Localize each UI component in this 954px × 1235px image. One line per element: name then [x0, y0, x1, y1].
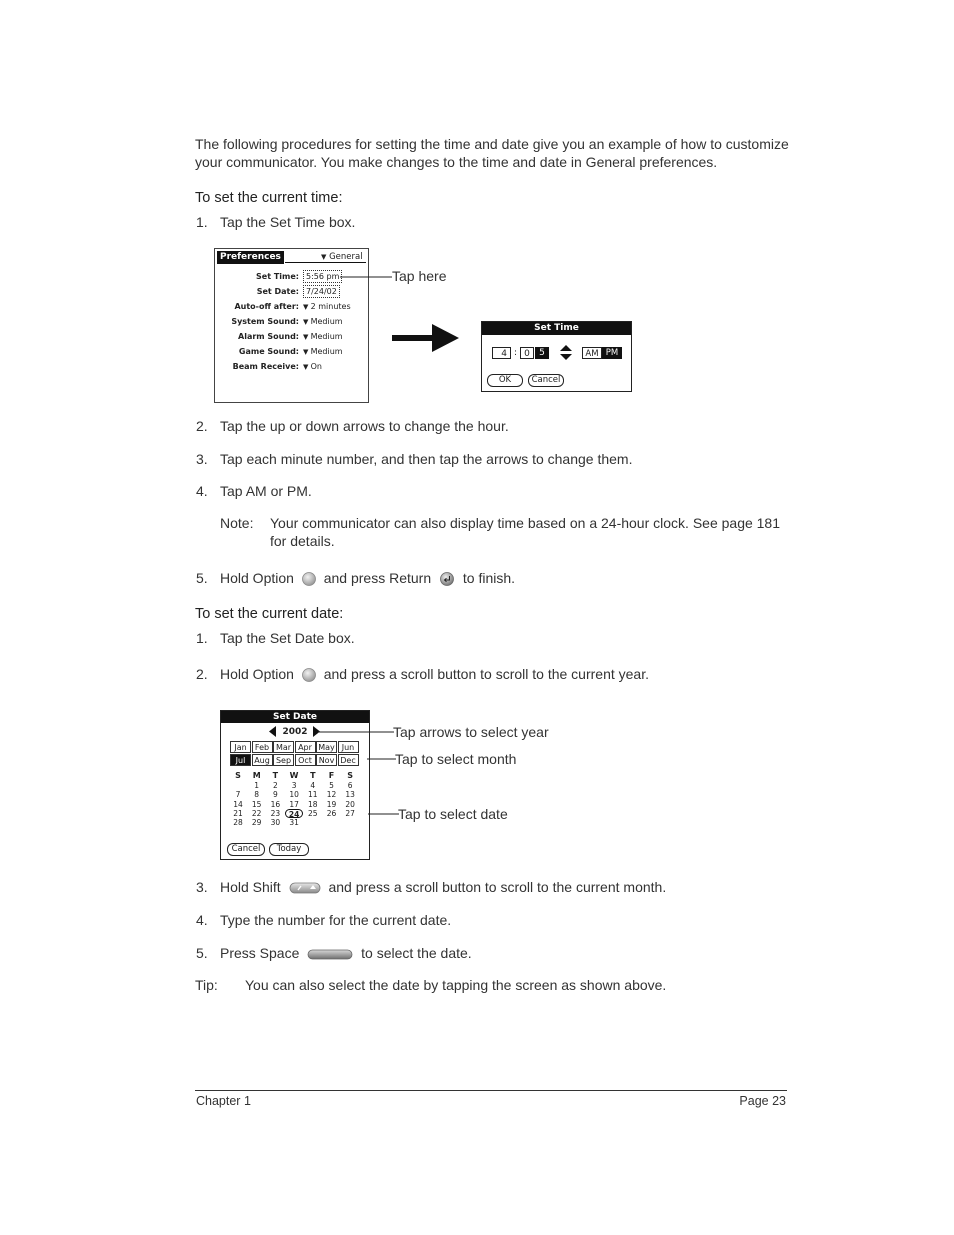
day-cell[interactable]: 14 — [233, 799, 243, 809]
month-cell-dec[interactable]: Dec — [338, 754, 359, 766]
day-cell[interactable]: 7 — [235, 790, 241, 800]
year-prev-arrow-icon[interactable] — [269, 726, 277, 738]
time-step5-text-a: Hold Option — [220, 570, 294, 586]
month-cell-oct[interactable]: Oct — [295, 754, 316, 766]
day-cell[interactable]: 2 — [273, 781, 278, 790]
time-colon: : — [514, 348, 518, 358]
pref-label: Game Sound: — [238, 347, 299, 356]
month-cell-jun[interactable]: Jun — [338, 741, 359, 753]
date-step2-number: 2. — [196, 666, 208, 682]
day-cell[interactable]: 25 — [308, 808, 318, 818]
day-cell[interactable]: 8 — [254, 790, 260, 800]
day-cell[interactable]: 20 — [345, 799, 355, 809]
day-cell[interactable]: 19 — [326, 799, 337, 809]
note-label: Note: — [220, 515, 254, 531]
today-button[interactable]: Today — [269, 843, 309, 856]
return-key-icon — [439, 571, 455, 587]
time-step5-line — [220, 569, 515, 587]
month-cell-apr[interactable]: Apr — [295, 741, 316, 753]
tap-here-callout: Tap here — [392, 268, 447, 284]
intro-paragraph: The following procedures for setting the time and date give you an example of how to customize your communicator. You make changes to the time and date in General preferences. — [195, 136, 789, 170]
day-cell[interactable]: 10 — [289, 790, 299, 800]
cancel-button[interactable]: Cancel — [528, 374, 564, 387]
footer-page: Page 23 — [739, 1094, 786, 1108]
callout-select-date: Tap to select date — [398, 806, 508, 822]
dropdown-arrow-icon: ▼ — [303, 363, 311, 371]
day-cell[interactable]: 11 — [308, 790, 318, 800]
day-cell[interactable]: 12 — [326, 790, 337, 800]
pm-button[interactable]: PM — [602, 347, 622, 359]
weekday-header: W — [289, 771, 299, 780]
date-step3-text-b: and press a scroll button to scroll to the current month. — [328, 879, 667, 895]
time-step2-text: Tap the up or down arrows to change the hour. — [220, 418, 509, 434]
pref-picker[interactable] — [303, 346, 343, 358]
preferences-title: Preferences — [217, 251, 284, 264]
callout-select-year: Tap arrows to select year — [393, 724, 549, 740]
date-step2-text-a: Hold Option — [220, 666, 294, 682]
time-section-heading: To set the current time: — [195, 190, 343, 206]
day-cell[interactable]: 17 — [289, 799, 299, 809]
option-key-icon — [301, 571, 317, 587]
day-cell[interactable]: 22 — [251, 808, 262, 818]
dropdown-arrow-icon: ▼ — [303, 348, 311, 356]
day-cell[interactable]: 18 — [308, 799, 318, 809]
pref-label: Set Date: — [256, 287, 299, 296]
time-step2-number: 2. — [196, 418, 208, 434]
category-label: General — [329, 252, 363, 262]
space-key-icon — [307, 947, 353, 961]
footer-rule — [195, 1090, 787, 1091]
footer-chapter: Chapter 1 — [196, 1094, 251, 1108]
selected-day-cell[interactable]: 24 — [285, 809, 303, 818]
category-picker[interactable] — [321, 252, 363, 263]
up-down-arrows-icon[interactable] — [559, 344, 573, 362]
ok-button[interactable]: OK — [487, 374, 523, 387]
date-step3-line — [220, 878, 666, 896]
pref-value: Medium — [310, 332, 343, 341]
tap-here-leader-line — [340, 265, 395, 285]
day-cell[interactable]: 13 — [345, 790, 355, 800]
date-step3-number: 3. — [196, 879, 208, 895]
right-arrow-icon — [392, 322, 462, 354]
day-cell[interactable]: 26 — [326, 808, 337, 818]
day-cell[interactable]: 28 — [233, 818, 243, 828]
date-step1-number: 1. — [196, 630, 208, 646]
pref-label: System Sound: — [231, 317, 299, 326]
pref-label: Auto-off after: — [234, 302, 299, 311]
day-cell[interactable]: 31 — [289, 818, 299, 828]
month-cell-sep[interactable]: Sep — [273, 754, 294, 766]
set-time-box[interactable]: 5:56 pm — [303, 270, 342, 283]
month-cell-aug[interactable]: Aug — [252, 754, 273, 766]
set-time-title: Set Time — [482, 322, 631, 335]
pref-value: Medium — [310, 317, 343, 326]
date-step1-text: Tap the Set Date box. — [220, 630, 355, 646]
time-step5-number: 5. — [196, 570, 208, 586]
pref-value: On — [310, 362, 322, 371]
dropdown-arrow-icon: ▼ — [321, 253, 327, 261]
set-date-box[interactable]: 7/24/02 — [303, 285, 340, 298]
day-cell[interactable]: 9 — [273, 790, 278, 800]
day-cell[interactable]: 16 — [270, 799, 281, 809]
day-cell[interactable]: 23 — [270, 808, 281, 818]
month-cell-nov[interactable]: Nov — [316, 754, 337, 766]
month-cell-jan[interactable]: Jan — [230, 741, 251, 753]
weekday-header: S — [235, 771, 241, 780]
day-cell[interactable]: 21 — [233, 808, 243, 818]
date-step4-text: Type the number for the current date. — [220, 912, 452, 928]
date-callout-lines — [312, 725, 402, 825]
date-section-heading: To set the current date: — [195, 606, 344, 622]
time-step5-text-b: and press Return — [323, 570, 432, 586]
date-step5-text-a: Press Space — [220, 945, 300, 961]
date-step5-line — [220, 944, 472, 962]
month-cell-mar[interactable]: Mar — [273, 741, 294, 753]
dropdown-arrow-icon: ▼ — [303, 333, 311, 341]
month-cell-feb[interactable]: Feb — [252, 741, 273, 753]
day-cell[interactable]: 29 — [251, 818, 262, 828]
time-step1-number: 1. — [196, 214, 208, 230]
time-step1-text: Tap the Set Time box. — [220, 214, 356, 230]
pref-picker[interactable] — [303, 361, 322, 373]
date-step4-number: 4. — [196, 912, 208, 928]
callout-select-month: Tap to select month — [395, 751, 517, 767]
day-cell[interactable]: 30 — [270, 818, 281, 828]
pref-picker[interactable] — [303, 301, 351, 313]
shift-key-icon — [289, 881, 321, 895]
am-button[interactable]: AM — [582, 347, 602, 359]
weekday-header: M — [252, 771, 261, 780]
date-step2-text-b: and press a scroll button to scroll to the current year. — [323, 666, 649, 682]
day-cell[interactable]: 5 — [329, 781, 334, 790]
month-cell-may[interactable]: May — [316, 741, 337, 753]
date-step5-text-b: to select the date. — [361, 945, 472, 961]
pref-value: Medium — [310, 347, 343, 356]
day-cell[interactable]: 3 — [291, 781, 297, 790]
day-cell[interactable]: 6 — [347, 781, 353, 790]
time-step4-number: 4. — [196, 483, 208, 499]
day-cell[interactable]: 27 — [345, 808, 355, 818]
hour-field[interactable]: 4 — [492, 347, 511, 359]
time-step4-text: Tap AM or PM. — [220, 483, 312, 499]
tip-text: You can also select the date by tapping the screen as shown above. — [245, 977, 667, 993]
dropdown-arrow-icon: ▼ — [303, 303, 311, 311]
pref-label: Set Time: — [256, 272, 299, 281]
weekday-header: S — [347, 771, 354, 780]
date-step5-number: 5. — [196, 945, 208, 961]
weekday-header: F — [328, 771, 335, 780]
time-step3-number: 3. — [196, 451, 208, 467]
pref-value: 2 minutes — [310, 302, 351, 311]
pref-picker[interactable] — [303, 316, 343, 328]
weekday-header: T — [272, 771, 279, 780]
date-step3-text-a: Hold Shift — [220, 879, 281, 895]
time-step3-text: Tap each minute number, and then tap the arrows to change them. — [220, 451, 633, 467]
minute-tens-field[interactable]: 0 — [520, 347, 534, 359]
date-step2-line — [220, 665, 649, 683]
day-cell[interactable]: 4 — [310, 781, 316, 790]
day-cell[interactable]: 1 — [254, 781, 260, 790]
weekday-header: T — [310, 771, 316, 780]
dropdown-arrow-icon: ▼ — [303, 318, 311, 326]
time-step5-text-c: to finish. — [462, 570, 516, 586]
year-label: 2002 — [282, 727, 308, 737]
option-key-icon — [301, 667, 317, 683]
day-cell[interactable]: 15 — [251, 799, 262, 809]
minute-ones-field[interactable]: 5 — [535, 347, 549, 359]
month-cell-jul[interactable]: Jul — [230, 754, 251, 766]
date-cancel-button[interactable]: Cancel — [227, 843, 265, 856]
pref-picker[interactable] — [303, 331, 343, 343]
pref-label: Alarm Sound: — [238, 332, 299, 341]
tip-label: Tip: — [195, 977, 218, 993]
note-text: Your communicator can also display time based on a 24-hour clock. See page 181 for details. — [270, 515, 781, 549]
pref-label: Beam Receive: — [232, 362, 299, 371]
set-date-title: Set Date — [221, 711, 369, 723]
set-time-dialog — [481, 321, 632, 392]
